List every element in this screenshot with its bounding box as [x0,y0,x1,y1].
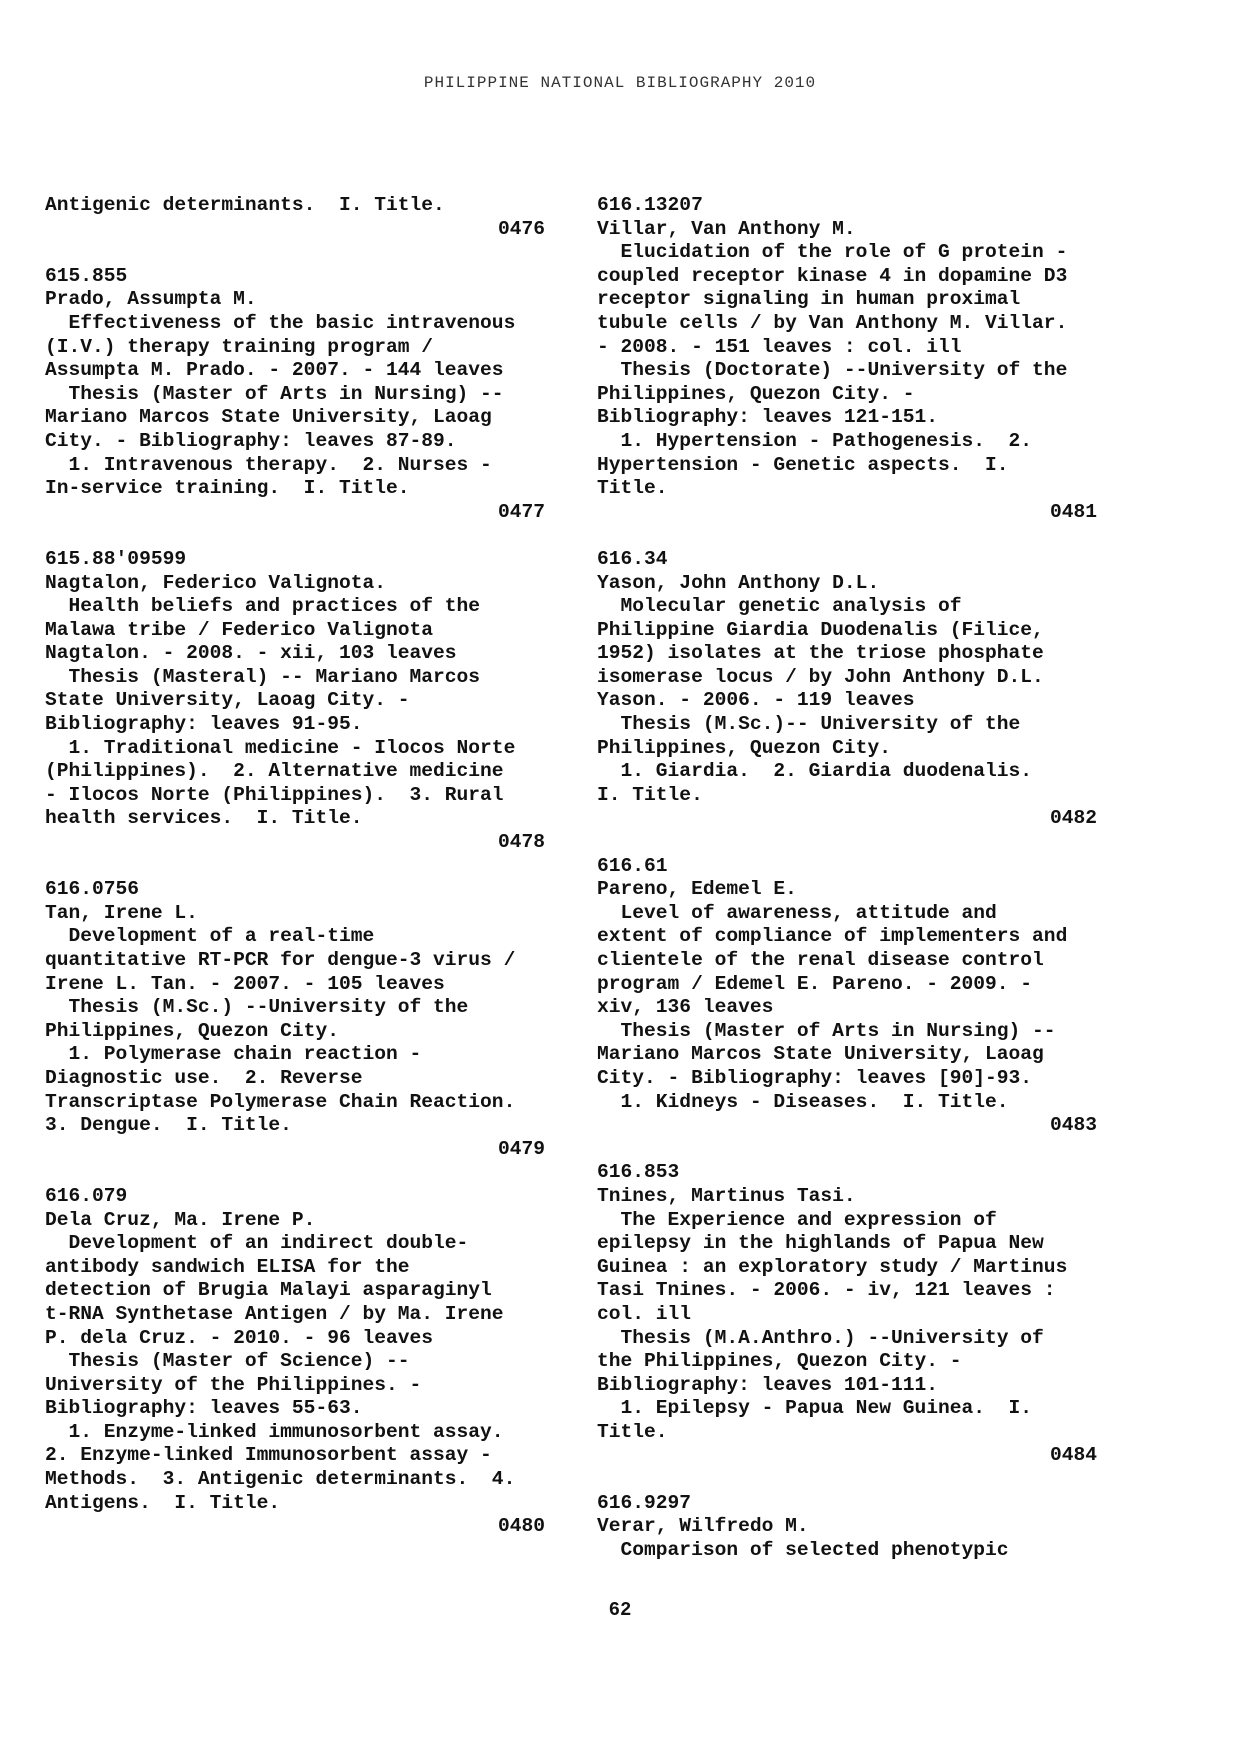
entry-line: 1952) isolates at the triose phosphate [597,642,1044,665]
entry-line: epilepsy in the highlands of Papua New [597,1232,1044,1255]
entry-line: the Philippines, Quezon City. - [597,1350,962,1373]
right-column [597,194,1097,1562]
entry-line: Philippine Giardia Duodenalis (Filice, [597,618,1044,641]
entry-line: Philippines, Quezon City. [597,736,891,759]
entry-line: 1. Polymerase chain reaction - [45,1043,422,1066]
entry-line: City. - Bibliography: leaves 87-89. [45,429,457,452]
entry-line: (I.V.) therapy training program / [45,335,434,358]
entry-line: Pareno, Edemel E. [597,878,797,901]
entry-line: Assumpta M. Prado. - 2007. - 144 leaves [45,359,504,382]
entry-line: Tan, Irene L. [45,901,198,924]
entry-line: coupled receptor kinase 4 in dopamine D3 [597,264,1068,287]
entry-line: Malawa tribe / Federico Valignota [45,618,434,641]
entry-line: 3. Dengue. I. Title. [45,1114,292,1137]
spacer [597,1468,1097,1492]
entry-line: program / Edemel E. Pareno. - 2009. - [597,972,1033,995]
entry-line: t-RNA Synthetase Antigen / by Ma. Irene [45,1302,504,1325]
entry-line: Diagnostic use. 2. Reverse [45,1066,363,1089]
entry-line: Effectiveness of the basic intravenous [45,311,516,334]
record-number: 0484 [1049,1444,1097,1467]
entry-line: Level of awareness, attitude and [597,901,997,924]
entry-line: antibody sandwich ELISA for the [45,1255,410,1278]
entry-line: Bibliography: leaves 101-111. [597,1373,938,1396]
entry-line: Philippines, Quezon City. - [597,382,915,405]
spacer [45,855,545,879]
spacer [45,524,545,548]
entry-line: quantitative RT-PCR for dengue-3 virus / [45,949,516,971]
entry-line: 615.88'09599 [45,547,187,570]
entry-line: Title. [597,477,668,500]
entry-line: clientele of the renal disease control [597,949,1044,971]
entry-line: Thesis (Master of Science) -- [45,1350,410,1373]
entry-line: Mariano Marcos State University, Laoag [45,406,492,429]
record-number: 0479 [497,1137,545,1160]
entry-line: Tnines, Martinus Tasi. [597,1184,856,1207]
entry-line: 1. Enzyme-linked immunosorbent assay. [45,1420,504,1443]
entry-line: Methods. 3. Antigenic determinants. 4. [45,1468,516,1491]
record-number: 0476 [497,217,545,240]
entry-line: Dela Cruz, Ma. Irene P. [45,1208,316,1231]
entry-line: Health beliefs and practices of the [45,595,481,618]
entry-line: xiv, 136 leaves [597,996,774,1019]
spacer [597,1138,1097,1162]
entry-line: Prado, Assumpta M. [45,288,257,311]
entry-line: Development of an indirect double- [45,1232,469,1255]
entry-line: health services. I. Title. [45,807,363,830]
entry-line: Bibliography: leaves 91-95. [45,713,363,736]
entry-line: 1. Giardia. 2. Giardia duodenalis. [597,760,1033,783]
entry-line: 616.853 [597,1161,680,1184]
entry-line: Thesis (M.Sc.)-- University of the [597,713,1021,736]
entry-line: 1. Intravenous therapy. 2. Nurses - [45,453,492,476]
entry-line: 1. Hypertension - Pathogenesis. 2. [597,429,1033,452]
entry-line: Bibliography: leaves 121-151. [597,406,938,429]
spacer [45,1161,545,1185]
entry-line: Hypertension - Genetic aspects. I. [597,453,1009,476]
spacer [45,241,545,265]
entry-line: Philippines, Quezon City. [45,1019,339,1042]
entry-line: 616.13207 [597,194,703,216]
spacer [597,524,1097,548]
entry-line: Irene L. Tan. - 2007. - 105 leaves [45,972,445,995]
entry-line: 2. Enzyme-linked Immunosorbent assay - [45,1444,492,1467]
entry-line: extent of compliance of implementers and [597,925,1068,948]
entry-line: Villar, Van Anthony M. [597,217,856,240]
entry-line: Transcriptase Polymerase Chain Reaction. [45,1090,516,1113]
entry-line: Nagtalon, Federico Valignota. [45,571,386,594]
record-number: 0478 [497,831,545,854]
entry-line: Title. [597,1420,668,1443]
entry-line: City. - Bibliography: leaves [90]-93. [597,1066,1033,1089]
entry-line: Guinea : an exploratory study / Martinus [597,1255,1068,1278]
entry-line: Yason, John Anthony D.L. [597,571,880,594]
entry-line: Verar, Wilfredo M. [597,1515,809,1538]
entry-line: 616.9297 [597,1491,692,1514]
entry-line: Thesis (Master of Arts in Nursing) -- [45,382,504,405]
entry-line: I. Title. [597,783,703,806]
entry-line: isomerase locus / by John Anthony D.L. [597,665,1044,688]
entry-line: 1. Kidneys - Diseases. I. Title. [597,1090,1009,1113]
entry-line: Thesis (Master of Arts in Nursing) -- [597,1019,1056,1042]
entry-line: detection of Brugia Malayi asparaginyl [45,1279,492,1302]
entry-line: (Philippines). 2. Alternative medicine [45,760,504,783]
record-number: 0482 [1049,807,1097,830]
entry-line: tubule cells / by Van Anthony M. Villar. [597,311,1068,334]
entry-line: Bibliography: leaves 55-63. [45,1397,363,1420]
entry-line: 1. Traditional medicine - Ilocos Norte [45,736,516,759]
entry-line: Development of a real-time [45,925,375,948]
entry-line: Nagtalon. - 2008. - xii, 103 leaves [45,642,457,665]
entry-line: 616.34 [597,547,668,570]
entry-line: Thesis (M.Sc.) --University of the [45,996,469,1019]
entry-line: The Experience and expression of [597,1208,997,1231]
entry-line: - Ilocos Norte (Philippines). 3. Rural [45,783,504,806]
left-column [45,194,545,1539]
entry-line: 616.0756 [45,878,140,901]
entry-line: - 2008. - 151 leaves : col. ill [597,335,962,358]
entry-line: In-service training. I. Title. [45,477,410,500]
page-header: PHILIPPINE NATIONAL BIBLIOGRAPHY 2010 [423,74,817,92]
entry-line: Antigenic determinants. I. Title. [45,194,445,216]
entry-line: Mariano Marcos State University, Laoag [597,1043,1044,1066]
entry-line: Antigens. I. Title. [45,1491,281,1514]
record-number: 0483 [1049,1114,1097,1137]
entry-line: Yason. - 2006. - 119 leaves [597,689,915,712]
entry-line: University of the Philippines. - [45,1373,422,1396]
entry-line: Thesis (Masteral) -- Mariano Marcos [45,665,481,688]
entry-line: 615.855 [45,264,128,287]
entry-line: Molecular genetic analysis of [597,595,962,618]
entry-line: 1. Epilepsy - Papua New Guinea. I. [597,1397,1033,1420]
entry-line: Thesis (M.A.Anthro.) --University of [597,1326,1044,1349]
spacer [597,831,1097,855]
entry-line: 616.61 [597,854,668,877]
page-number: 62 [608,1599,632,1621]
entry-line: Tasi Tnines. - 2006. - iv, 121 leaves : [597,1279,1056,1302]
record-number: 0477 [497,500,545,523]
record-number: 0480 [497,1515,545,1538]
entry-line: Thesis (Doctorate) --University of the [597,359,1068,382]
entry-line: Comparison of selected phenotypic [597,1538,1009,1561]
entry-line: P. dela Cruz. - 2010. - 96 leaves [45,1326,434,1349]
entry-line: 616.079 [45,1184,128,1207]
entry-line: Elucidation of the role of G protein - [597,241,1068,264]
entry-line: State University, Laoag City. - [45,689,410,712]
entry-line: receptor signaling in human proximal [597,288,1021,311]
entry-line: col. ill [597,1302,692,1325]
record-number: 0481 [1049,500,1097,523]
